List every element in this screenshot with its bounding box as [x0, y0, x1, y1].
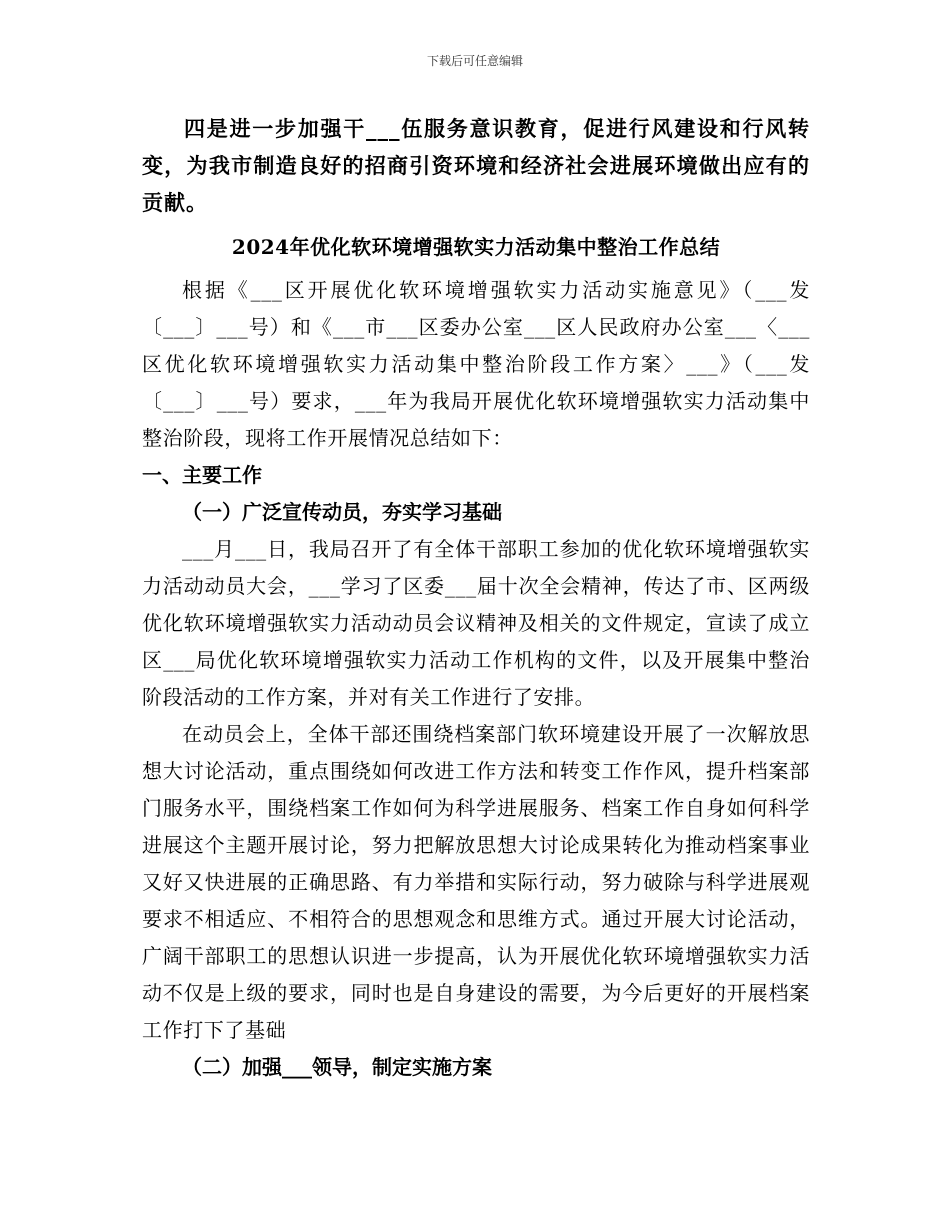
paragraph-basis: 根据《___区开展优化软环境增强软实力活动实施意见》（___发〔___〕___号）和《___市___区委办公室___区人民政府办公室___〈___区优化软环境增强软实力活动集中整治阶段工作方案〉___》（___发〔___〕___号）要求，___年为我局开展优化软环境增强软实力活动集中整治阶段，现将工作开展情况总结如下： — [142, 278, 810, 450]
paragraph-mobilization: ___月___日，我局召开了有全体干部职工参加的优化软环境增强软实力活动动员大会，___学习了区委___届十次全会精神，传达了市、区两级优化软环境增强软实力活动动员会议精神及相关的文件规定，宣读了成立区___局优化软环境增强软实力活动工作机构的文件，以及开展集中整治阶段活动的工作方案，并对有关工作进行了安排。 — [142, 537, 810, 709]
section-heading-main-work: 一、主要工作 — [142, 463, 262, 487]
document-body — [142, 110, 810, 1086]
subsection-heading-1: （一）广泛宣传动员，夯实学习基础 — [182, 500, 502, 524]
subsection-heading-2: （二）加强___领导，制定实施方案 — [182, 1055, 492, 1079]
paragraph-discussion: 在动员会上，全体干部还围绕档案部门软环境建设开展了一次解放思想大讨论活动，重点围绕如何改进工作方法和转变工作作风，提升档案部门服务水平，围绕档案工作如何为科学进展服务、档案工作自身如何科学进展这个主题开展讨论，努力把解放思想大讨论成果转化为推动档案事业又好又快进展的正确思路、有力举措和实际行动，努力破除与科学进展观要求不相适应、不相符合的思想观念和思维方式。通过开展大讨论活动，广阔干部职工的思想认识进一步提高，认为开展优化软环境增强软实力活动不仅是上级的要求，同时也是自身建设的需要，为今后更好的开展档案工作打下了基础 — [142, 722, 810, 1042]
document-title: 2024年优化软环境增强软实力活动集中整治工作总结 — [231, 235, 721, 259]
intro-paragraph: 四是进一步加强干___伍服务意识教育，促进行风建设和行风转变，为我市制造良好的招商引资环境和经济社会进展环境做出应有的贡献。 — [142, 116, 810, 215]
page-header: 下载后可任意编辑 — [426, 54, 523, 68]
